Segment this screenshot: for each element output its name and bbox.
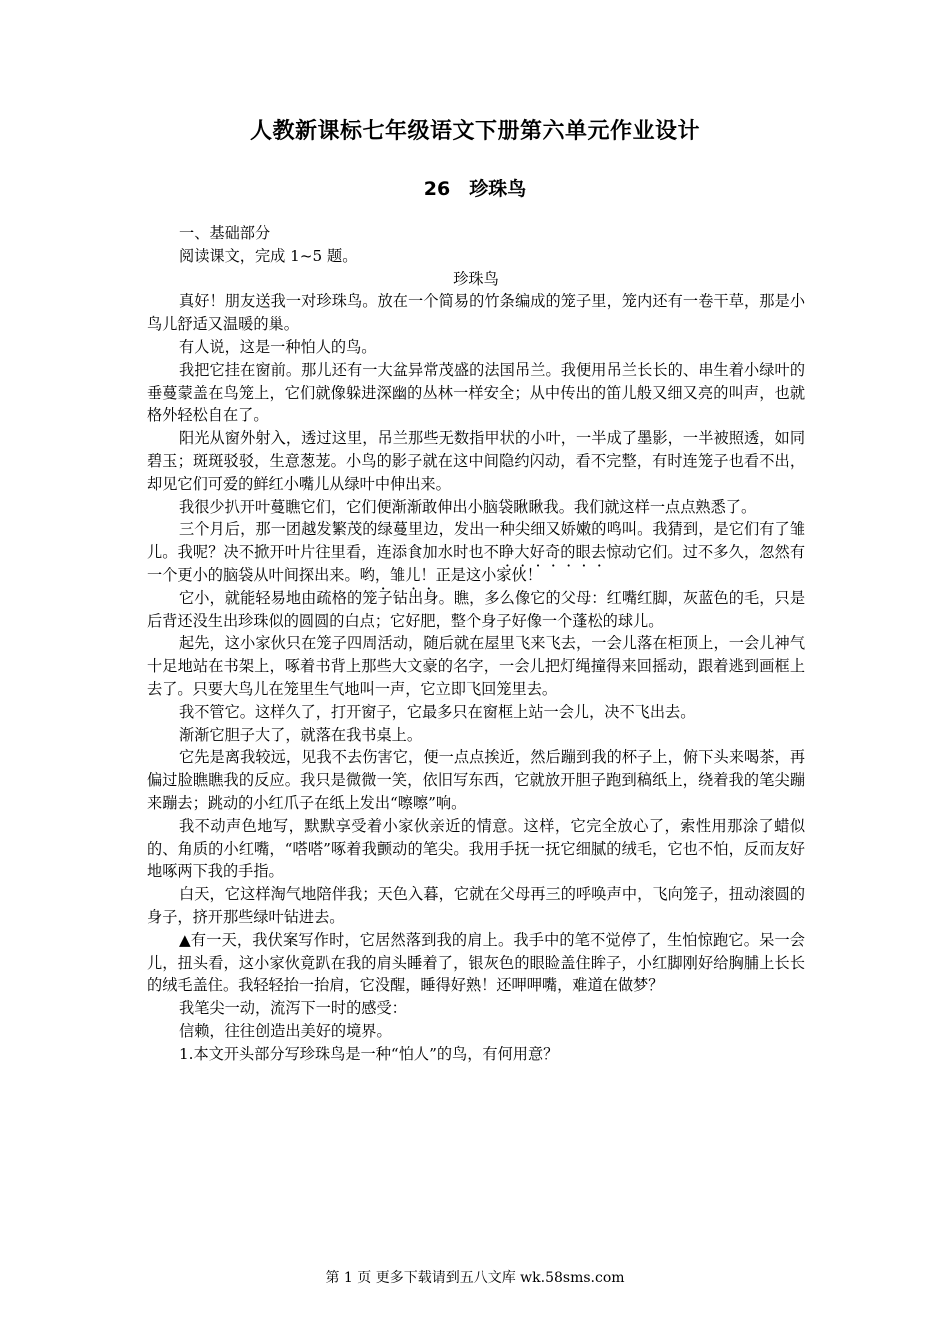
paragraph-1: 真好！朋友送我一对珍珠鸟。放在一个简易的竹条编成的笼子里，笼内还有一卷干草，那是小鸟儿舒适又温暖的巢。 xyxy=(147,292,805,334)
paragraph-6 xyxy=(147,518,805,586)
paragraph-16: 信赖，往往创造出美好的境界。 xyxy=(179,1021,392,1040)
paragraph-2: 有人说，这是一种怕人的鸟。 xyxy=(179,337,377,356)
paragraph-3: 我把它挂在窗前。那儿还有一大盆异常茂盛的法国吊兰。我便用吊兰长长的、串生着小绿叶的垂蔓蒙盖在鸟笼上，它们就像躲进深幽的丛林一样安全；从中传出的笛儿般又细又亮的叫声，也就格外轻松自在了。 xyxy=(147,360,805,425)
paragraph-11: 它先是离我较远，见我不去伤害它，便一点点挨近，然后蹦到我的杯子上，俯下头来喝茶，再偏过脸瞧瞧我的反应。我只是微微一笑，依旧写东西，它就放开胆子跑到稿纸上，绕着我的笔尖蹦来蹦去；跳动的小红爪子在纸上发出“嚓嚓”响。 xyxy=(147,748,805,812)
paragraph-7: 它小，就能轻易地由疏格的笼子钻出身。瞧，多么像它的父母：红嘴红脚，灰蓝色的毛，只是后背还没生出珍珠似的圆圆的白点；它好肥，整个身子好像一个蓬松的球儿。 xyxy=(147,588,805,630)
section-heading: 一、基础部分 xyxy=(179,224,271,242)
paragraph-6-text-b: 去惊动它们。过不多久，忽然有一个更小的脑袋从叶间探出来。 xyxy=(147,543,806,584)
passage-title: 珍珠鸟 xyxy=(453,269,499,288)
paragraph-9: 我不管它。这样久了，打开窗子，它最多只在窗框上站一会儿，决不飞出去。 xyxy=(179,702,696,721)
paragraph-10: 渐渐它胆子大了，就落在我书桌上。 xyxy=(179,725,422,744)
instruction-text: 阅读课文，完成 1~5 题。 xyxy=(179,246,358,265)
document-body xyxy=(147,222,805,1065)
paragraph-6-text-a: 三个月后，那一团越发繁茂的绿蔓里边，发出一种尖细又娇嫩的鸣叫。我猜到，是它们有了雏儿。我呢？决不掀开叶片往里看，连添食加水时也 xyxy=(147,520,805,562)
emphasis-dotted-text-2: 哟，雏儿！ xyxy=(359,565,436,584)
paragraph-8: 起先，这小家伙只在笼子四周活动，随后就在屋里飞来飞去，一会儿落在柜顶上，一会儿神气十足地站在书架上，啄着书背上那些大文豪的名字，一会儿把灯绳撞得来回摇动，跟着逃到画框上去了。只要大鸟儿在笼里生气地叫一声，它立即飞回笼里去。 xyxy=(147,634,805,698)
page-footer: 第 1 页 更多下载请到五八文库 wk.58sms.com xyxy=(325,1270,625,1286)
paragraph-14: ▲有一天，我伏案写作时，它居然落到我的肩上。我手中的笔不觉停了，生怕惊跑它。呆一会儿，扭头看，这小家伙竟趴在我的肩头睡着了，银灰色的眼睑盖住眸子，小红脚刚好给胸脯上长长的绒毛盖住。我轻轻抬一抬肩，它没醒，睡得好熟！还呷呷嘴，难道在做梦？ xyxy=(147,930,805,995)
document-title: 人教新课标七年级语文下册第六单元作业设计 xyxy=(249,119,700,144)
paragraph-4: 阳光从窗外射入，透过这里，吊兰那些无数指甲状的小叶，一半成了墨影，一半被照透，如同碧玉；斑斑驳驳，生意葱茏。小鸟的影子就在这中间隐约闪动，看不完整，有时连笼子也看不出，却见它们可爱的鲜红小嘴儿从绿叶中伸出来。 xyxy=(147,429,805,493)
paragraph-12: 我不动声色地写，默默享受着小家伙亲近的情意。这样，它完全放心了，索性用那涂了蜡似的、角质的小红嘴，“嗒嗒”啄着我颤动的笔尖。我用手抚一抚它细腻的绒毛，它也不怕，反而友好地啄两下我的手指。 xyxy=(147,816,805,881)
lesson-title: 26 珍珠鸟 xyxy=(423,178,527,200)
question-1: 1.本文开头部分写珍珠鸟是一种“怕人”的鸟，有何用意？ xyxy=(179,1044,559,1063)
paragraph-6-text-c: 正是这小家伙！ xyxy=(435,565,542,584)
paragraph-5: 我很少扒开叶蔓瞧它们，它们便渐渐敢伸出小脑袋瞅瞅我。我们就这样一点点熟悉了。 xyxy=(179,497,757,516)
emphasis-dotted-text-1: 不睁大好奇的眼 xyxy=(483,543,591,562)
paragraph-15: 我笔尖一动，流泻下一时的感受： xyxy=(179,999,407,1018)
paragraph-13: 白天，它这样淘气地陪伴我；天色入暮，它就在父母再三的呼唤声中，飞向笼子，扭动滚圆的身子，挤开那些绿叶钻进去。 xyxy=(147,885,805,926)
